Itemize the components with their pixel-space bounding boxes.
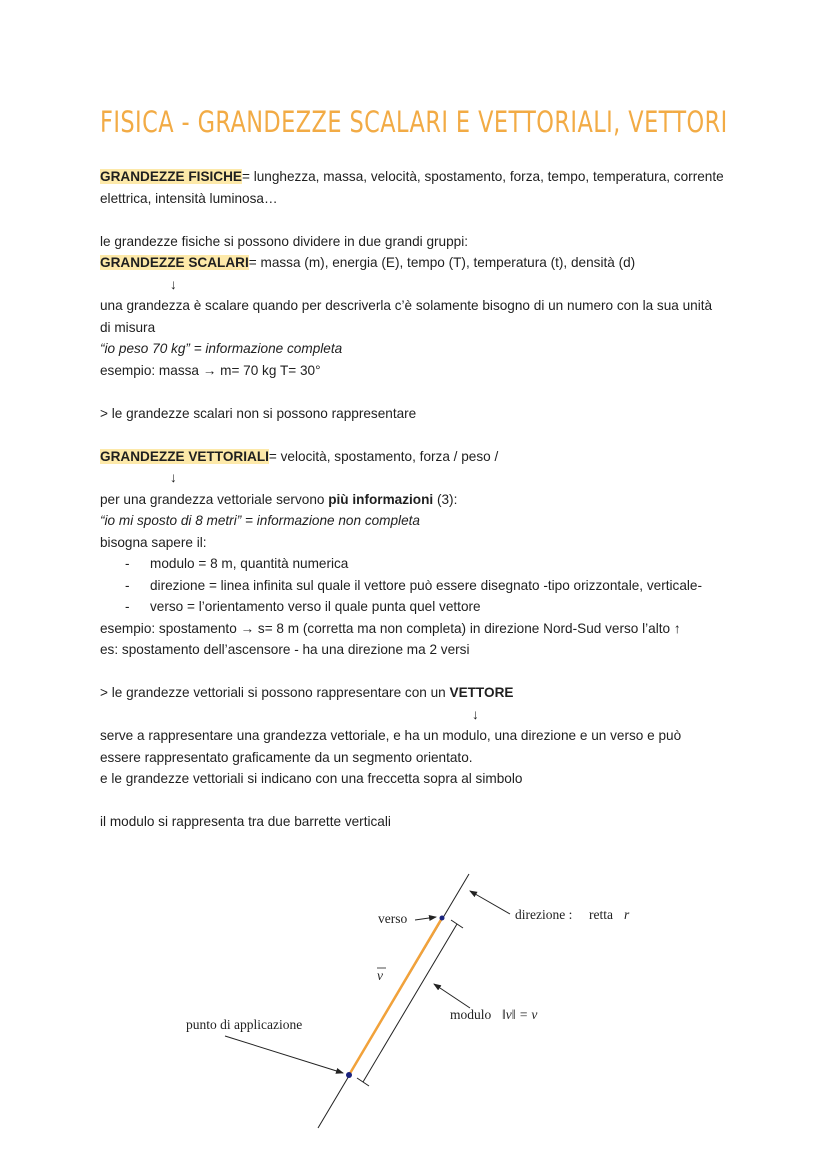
label-retta: retta [589, 907, 613, 922]
vector-note [100, 682, 740, 704]
down-arrow-icon: ↓ [170, 470, 177, 485]
vector-tip [440, 916, 445, 921]
paragraph-vettoriali [100, 446, 740, 468]
page-title: FISICA - GRANDEZZE SCALARI E VETTORIALI, VETTORI [100, 105, 728, 139]
punto-pointer [225, 1036, 343, 1073]
modulo-pointer [434, 984, 470, 1008]
vector-segment [349, 918, 442, 1075]
term-grandezze-fisiche: GRANDEZZE FISICHE [100, 169, 242, 184]
paragraph-groups: le grandezze fisiche si possono dividere in due grandi gruppi: [100, 233, 469, 249]
vector-serve-2: essere rappresentato graficamente da un segmento orientato. [100, 749, 473, 765]
down-arrow-icon: ↓ [472, 706, 479, 722]
paragraph-grandezze-fisiche [100, 166, 740, 188]
label-modulo: modulo [450, 1007, 492, 1022]
text: per una grandezza vettoriale servono [100, 491, 329, 507]
paragraph-scalari [100, 252, 740, 274]
vector-example: esempio: spostamento → s= 8 m (corretta ma non completa) in direzione Nord-Sud verso l’alto ↑ [100, 620, 681, 636]
scalar-description-cont: di misura [100, 319, 156, 335]
vector-serve-3: e le grandezze vettoriali si indicano con una freccetta sopra al simbolo [100, 771, 523, 786]
paragraph-text: = massa (m), energia (E), tempo (T), temperatura (t), densità (d) [248, 255, 636, 270]
label-modulo-expr: ‖v‖ = v [502, 1007, 538, 1022]
vector-example-2: es: spostamento dell’ascensore - ha una direzione ma 2 versi [100, 642, 470, 657]
application-point [346, 1072, 352, 1078]
modulo-bracket [363, 924, 457, 1082]
vector-serve-1: serve a rappresentare una grandezza vettoriale, e ha un modulo, una direzione e un verso e può [100, 728, 682, 743]
direzione-pointer [470, 891, 510, 914]
vector-info [100, 489, 740, 511]
paragraph-text: = velocità, spostamento, forza / peso / [268, 448, 499, 464]
verso-pointer [415, 917, 436, 920]
term-grandezze-scalari: GRANDEZZE SCALARI [100, 255, 249, 270]
label-direzione: direzione : [515, 907, 573, 922]
paragraph-continuation: elettrica, intensità luminosa… [100, 190, 278, 206]
scalar-example: esempio: massa → m= 70 kg T= 30° [100, 362, 321, 378]
vector-quote: “io mi sposto di 8 metri” = informazione non completa [100, 513, 420, 528]
list-item: - verso = l’orientamento verso il quale punta quel vettore [100, 596, 740, 618]
paragraph-text: = lunghezza, massa, velocità, spostamento, forza, tempo, temperatura, corrente [241, 169, 724, 184]
modulo-bracket-end [451, 920, 463, 928]
modulo-note: il modulo si rappresenta tra due barrette verticali [100, 814, 391, 829]
label-punto: punto di applicazione [186, 1017, 303, 1032]
vector-need: bisogna sapere il: [100, 534, 207, 550]
vector-properties-list [100, 553, 740, 618]
vector-diagram [0, 860, 828, 1160]
label-v: v [377, 968, 383, 983]
scalar-note: > le grandezze scalari non si possono rappresentare [100, 405, 417, 421]
label-r: r [624, 907, 630, 922]
term-grandezze-vettoriali: GRANDEZZE VETTORIALI [100, 448, 269, 464]
document-body [100, 166, 740, 833]
text: (3): [433, 491, 458, 507]
scalar-description: una grandezza è scalare quando per descriverla c’è solamente bisogno di un numero con la sua unità [100, 298, 713, 313]
scalar-quote: “io peso 70 kg” = informazione completa [100, 341, 343, 356]
down-arrow-icon: ↓ [170, 276, 177, 292]
label-verso: verso [378, 911, 408, 926]
text: > le grandezze vettoriali si possono rappresentare con un [100, 685, 450, 700]
bold-text: più informazioni [328, 491, 434, 507]
list-item: - modulo = 8 m, quantità numerica [100, 553, 740, 575]
list-item: - direzione = linea infinita sul quale il vettore può essere disegnato -tipo orizzontale, verticale- [100, 575, 740, 597]
bold-text: VETTORE [449, 685, 514, 700]
modulo-bracket-end [357, 1078, 369, 1086]
